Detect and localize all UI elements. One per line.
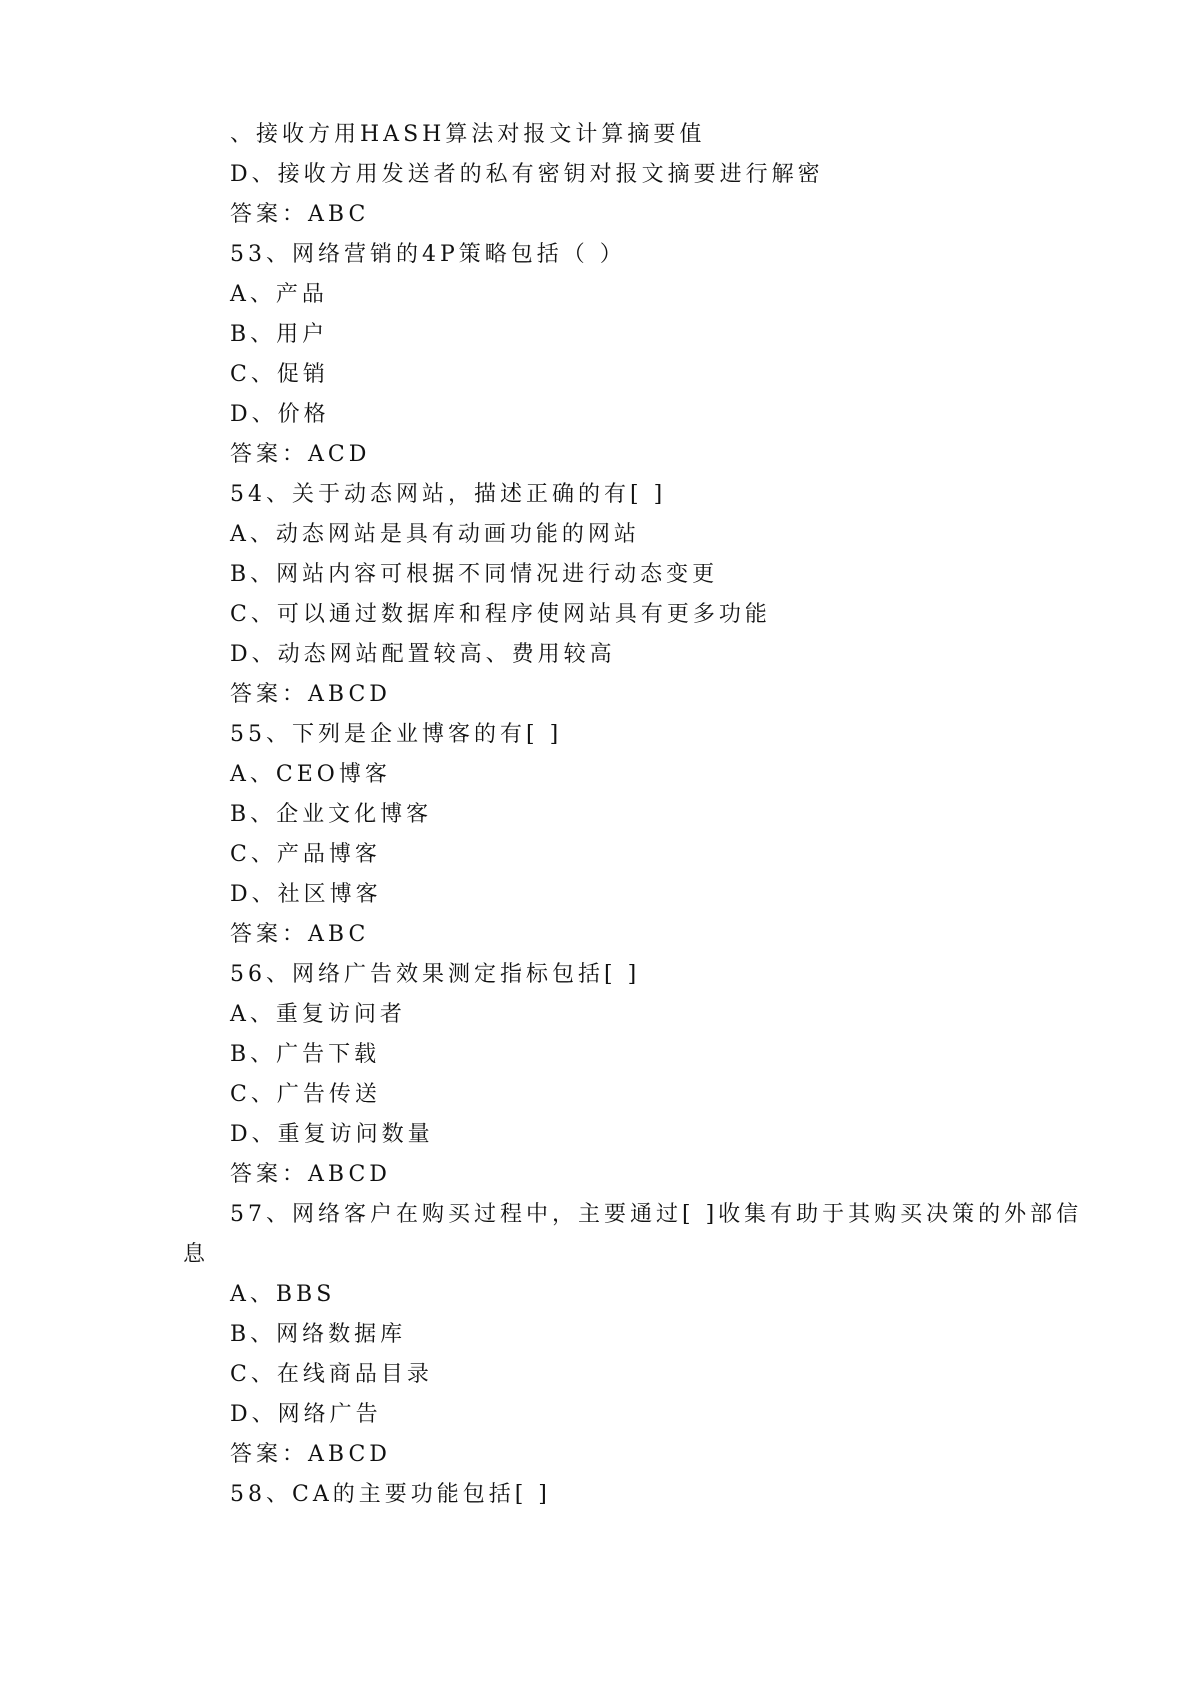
- option-b-q55: B、企业文化博客: [230, 802, 433, 827]
- option-d-q53: D、价格: [230, 402, 330, 427]
- option-d-q56: D、重复访问数量: [230, 1122, 434, 1147]
- option-a-q55: A、CEO博客: [230, 762, 391, 787]
- question-54: 54、关于动态网站，描述正确的有[ ]: [230, 482, 667, 507]
- answer-q56: 答案：ABCD: [230, 1162, 391, 1187]
- option-b-q57: B、网络数据库: [230, 1322, 407, 1347]
- option-d-q52: D、接收方用发送者的私有密钥对报文摘要进行解密: [230, 162, 824, 187]
- option-d-q55: D、社区博客: [230, 882, 382, 907]
- option-b-q53: B、用户: [230, 322, 329, 347]
- question-55: 55、下列是企业博客的有[ ]: [230, 722, 563, 747]
- question-57: 57、网络客户在购买过程中，主要通过[ ]收集有助于其购买决策的外部信: [230, 1202, 1083, 1227]
- question-57-continuation: 息: [183, 1242, 210, 1267]
- option-a-q57: A、BBS: [230, 1282, 336, 1307]
- answer-q54: 答案：ABCD: [230, 682, 391, 707]
- option-a-q53: A、产品: [230, 282, 328, 307]
- option-c-q53: C、促销: [230, 362, 329, 387]
- option-c-q54: C、可以通过数据库和程序使网站具有更多功能: [230, 602, 771, 627]
- question-53: 53、网络营销的4P策略包括（ ）: [230, 242, 626, 267]
- option-d-q54: D、动态网站配置较高、费用较高: [230, 642, 616, 667]
- question-56: 56、网络广告效果测定指标包括[ ]: [230, 962, 641, 987]
- option-c-q52: 、接收方用HASH算法对报文计算摘要值: [230, 122, 706, 147]
- answer-q53: 答案：ACD: [230, 442, 371, 467]
- option-c-q56: C、广告传送: [230, 1082, 381, 1107]
- answer-q52: 答案：ABC: [230, 202, 370, 227]
- option-d-q57: D、网络广告: [230, 1402, 382, 1427]
- option-c-q57: C、在线商品目录: [230, 1362, 433, 1387]
- option-a-q56: A、重复访问者: [230, 1002, 406, 1027]
- option-c-q55: C、产品博客: [230, 842, 381, 867]
- answer-q57: 答案：ABCD: [230, 1442, 391, 1467]
- question-58: 58、CA的主要功能包括[ ]: [230, 1482, 551, 1507]
- option-a-q54: A、动态网站是具有动画功能的网站: [230, 522, 640, 547]
- option-b-q54: B、网站内容可根据不同情况进行动态变更: [230, 562, 719, 587]
- answer-q55: 答案：ABC: [230, 922, 370, 947]
- option-b-q56: B、广告下载: [230, 1042, 381, 1067]
